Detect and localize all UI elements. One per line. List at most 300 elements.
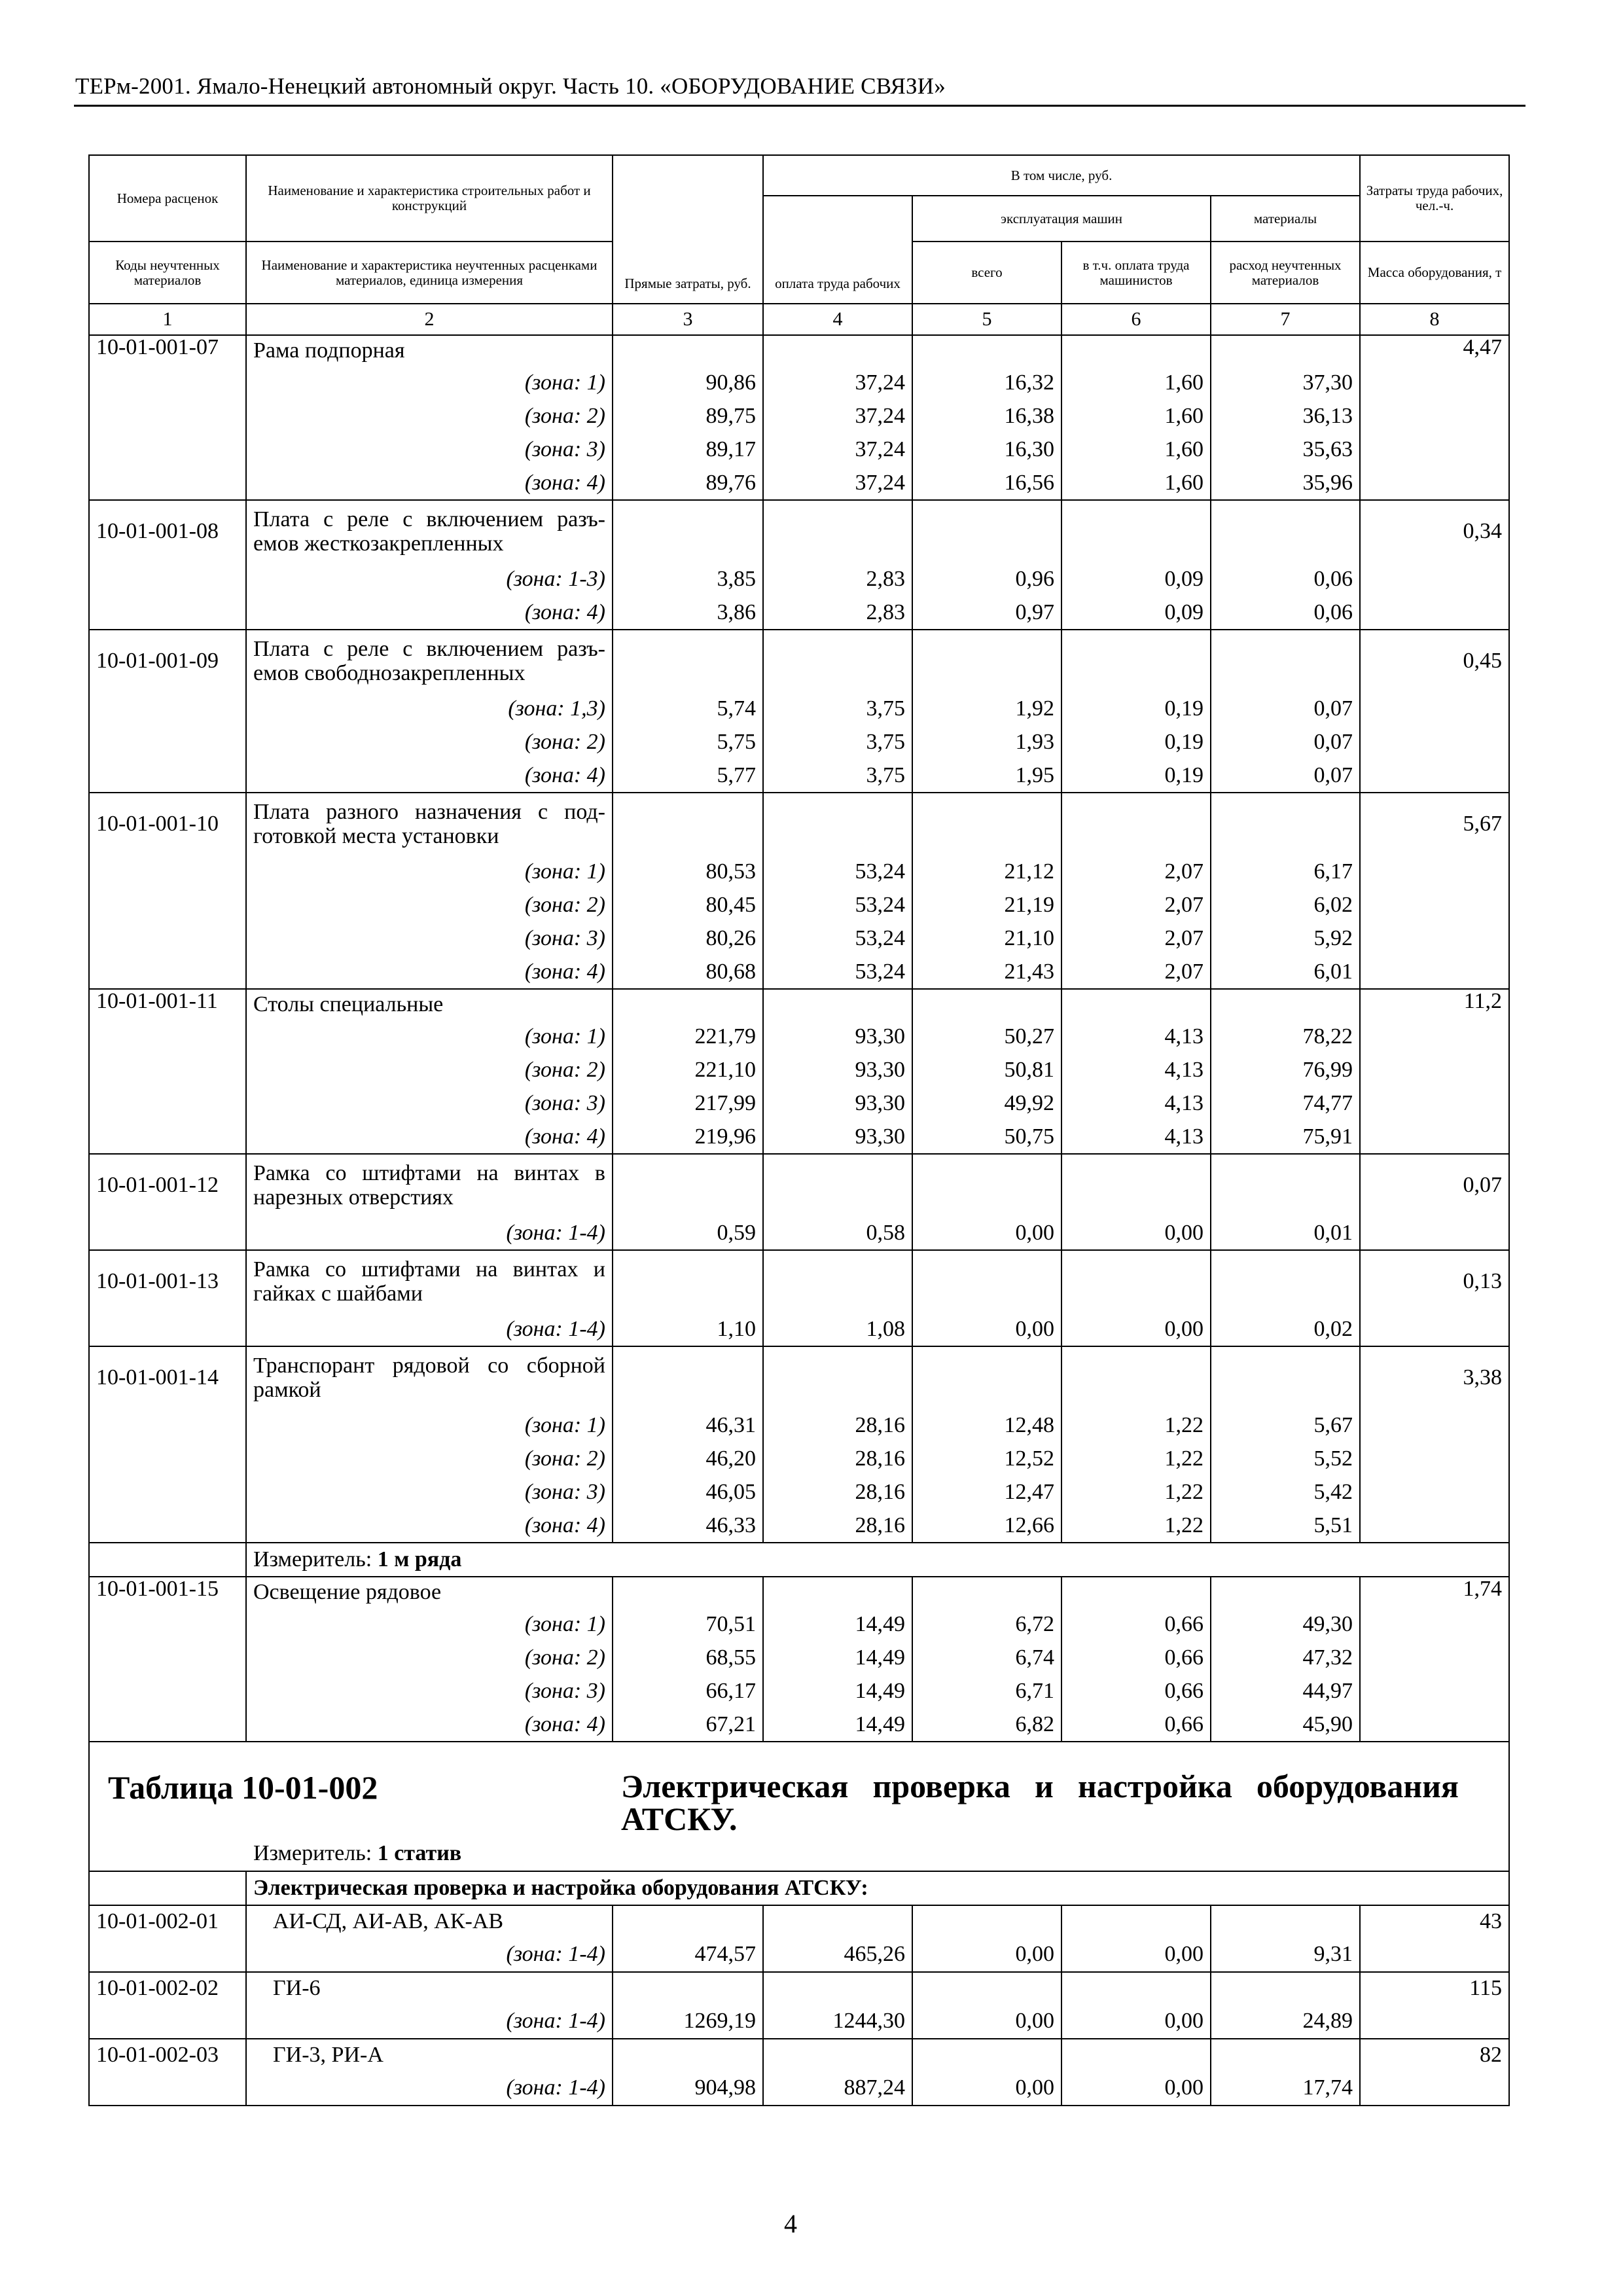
item-name: Плата разного назначения с под-готовкой места установки — [246, 793, 613, 855]
labor-pay: 53,24 — [763, 855, 912, 889]
empty-cell — [1360, 367, 1509, 400]
machinist-pay: 0,66 — [1061, 1608, 1211, 1641]
zone-label: (зона: 4) — [246, 759, 613, 793]
empty-cell — [1360, 2072, 1509, 2106]
empty-cell — [1360, 1409, 1509, 1443]
machinist-pay: 0,66 — [1061, 1641, 1211, 1675]
item-name: Рамка со штифтами на винтах и гайках с шайбами — [246, 1250, 613, 1313]
item-title-row — [89, 1972, 1509, 2005]
empty-cell — [1360, 596, 1509, 630]
zone-label: (зона: 3) — [246, 1087, 613, 1121]
col-number: 3 — [613, 304, 763, 335]
labor-costs: 0,45 — [1360, 630, 1509, 692]
empty-cell — [1211, 2039, 1360, 2072]
zone-row — [89, 1409, 1509, 1443]
empty-cell — [1061, 1346, 1211, 1409]
zone-label: (зона: 1-4) — [246, 1938, 613, 1972]
empty-cell — [89, 467, 246, 500]
rate-code: 10-01-001-11 — [89, 989, 246, 1020]
zone-row — [89, 1608, 1509, 1641]
zone-row — [89, 956, 1509, 989]
table-number: Таблица 10-01-002 — [108, 1769, 378, 1806]
empty-cell — [1211, 1577, 1360, 1608]
labor-costs: 0,07 — [1360, 1154, 1509, 1217]
labor-pay: 465,26 — [763, 1938, 912, 1972]
materials-cost: 6,01 — [1211, 956, 1360, 989]
table-title: Электрическая проверка и настройка оборудования АТСКУ. — [621, 1768, 1459, 1837]
empty-cell — [1061, 500, 1211, 563]
empty-cell — [613, 2039, 763, 2072]
empty-cell — [1360, 1020, 1509, 1054]
direct-costs: 1269,19 — [613, 2005, 763, 2039]
machinist-pay: 1,22 — [1061, 1509, 1211, 1543]
empty-cell — [763, 1905, 912, 1938]
empty-cell — [1211, 1905, 1360, 1938]
empty-cell — [89, 692, 246, 726]
empty-cell — [1061, 1972, 1211, 2005]
zone-label: (зона: 1) — [246, 1409, 613, 1443]
meter-value: 1 м ряда — [377, 1547, 462, 1571]
empty-cell — [1360, 1087, 1509, 1121]
zone-row — [89, 1509, 1509, 1543]
rate-code: 10-01-001-10 — [89, 793, 246, 855]
empty-cell — [89, 1543, 246, 1577]
labor-costs: 43 — [1360, 1905, 1509, 1938]
direct-costs: 5,77 — [613, 759, 763, 793]
zone-label: (зона: 1,3) — [246, 692, 613, 726]
col-header-name-work: Наименование и характеристика строительных работ и конструкций — [246, 155, 613, 242]
direct-costs: 5,75 — [613, 726, 763, 759]
labor-pay: 887,24 — [763, 2072, 912, 2106]
labor-pay: 14,49 — [763, 1641, 912, 1675]
item-name: Рама подпорная — [246, 335, 613, 367]
machine-total: 21,43 — [912, 956, 1061, 989]
col-header-machine-operation: эксплуатация машин — [912, 196, 1211, 242]
labor-costs: 82 — [1360, 2039, 1509, 2072]
empty-cell — [912, 1577, 1061, 1608]
zone-row — [89, 2072, 1509, 2106]
zone-row — [89, 759, 1509, 793]
empty-cell — [1061, 2039, 1211, 2072]
header-rule — [74, 105, 1525, 107]
zone-label: (зона: 4) — [246, 467, 613, 500]
materials-cost: 5,92 — [1211, 922, 1360, 956]
machinist-pay: 0,19 — [1061, 692, 1211, 726]
empty-cell — [763, 1577, 912, 1608]
empty-cell — [1211, 1972, 1360, 2005]
rates-table — [88, 154, 1510, 2106]
empty-cell — [89, 1020, 246, 1054]
empty-cell — [912, 1346, 1061, 1409]
empty-cell — [613, 1972, 763, 2005]
empty-cell — [912, 335, 1061, 367]
machinist-pay: 4,13 — [1061, 1020, 1211, 1054]
zone-label: (зона: 2) — [246, 1054, 613, 1087]
machinist-pay: 0,66 — [1061, 1708, 1211, 1742]
labor-costs: 5,67 — [1360, 793, 1509, 855]
col-header-name-materials: Наименование и характеристика неучтенных расценками материалов, единица измерения — [246, 242, 613, 304]
machine-total: 0,00 — [912, 1217, 1061, 1250]
machine-total: 16,30 — [912, 433, 1061, 467]
machinist-pay: 2,07 — [1061, 922, 1211, 956]
table-title-row — [89, 1742, 1509, 1871]
item-name: Транспорант рядовой со сборной рамкой — [246, 1346, 613, 1409]
materials-cost: 5,67 — [1211, 1409, 1360, 1443]
direct-costs: 3,86 — [613, 596, 763, 630]
labor-costs: 1,74 — [1360, 1577, 1509, 1608]
direct-costs: 90,86 — [613, 367, 763, 400]
empty-cell — [1360, 1938, 1509, 1972]
empty-cell — [763, 2039, 912, 2072]
empty-cell — [1360, 1054, 1509, 1087]
empty-cell — [1360, 2005, 1509, 2039]
empty-cell — [1360, 1443, 1509, 1476]
rate-code: 10-01-001-08 — [89, 500, 246, 563]
machinist-pay: 4,13 — [1061, 1087, 1211, 1121]
direct-costs: 89,76 — [613, 467, 763, 500]
col-number: 2 — [246, 304, 613, 335]
empty-cell — [89, 726, 246, 759]
materials-cost: 78,22 — [1211, 1020, 1360, 1054]
labor-pay: 2,83 — [763, 596, 912, 630]
zone-row — [89, 1938, 1509, 1972]
zone-label: (зона: 3) — [246, 922, 613, 956]
direct-costs: 221,10 — [613, 1054, 763, 1087]
item-name: Плата с реле с включением разъ-емов жесткозакрепленных — [246, 500, 613, 563]
materials-cost: 75,91 — [1211, 1121, 1360, 1154]
empty-cell — [613, 1250, 763, 1313]
zone-label: (зона: 4) — [246, 1121, 613, 1154]
empty-cell — [763, 500, 912, 563]
empty-cell — [613, 793, 763, 855]
item-title-row — [89, 1250, 1509, 1313]
direct-costs: 89,75 — [613, 400, 763, 433]
materials-cost: 17,74 — [1211, 2072, 1360, 2106]
direct-costs: 80,26 — [613, 922, 763, 956]
empty-cell — [1360, 692, 1509, 726]
direct-costs: 46,33 — [613, 1509, 763, 1543]
empty-cell — [1211, 989, 1360, 1020]
machine-total: 0,96 — [912, 563, 1061, 596]
empty-cell — [1211, 500, 1360, 563]
empty-cell — [1360, 889, 1509, 922]
empty-cell — [912, 630, 1061, 692]
materials-cost: 47,32 — [1211, 1641, 1360, 1675]
labor-pay: 37,24 — [763, 400, 912, 433]
empty-cell — [1061, 1577, 1211, 1608]
page-number: 4 — [784, 2209, 797, 2238]
labor-pay: 3,75 — [763, 726, 912, 759]
machinist-pay: 1,22 — [1061, 1443, 1211, 1476]
labor-pay: 37,24 — [763, 433, 912, 467]
col-number: 8 — [1360, 304, 1509, 335]
machinist-pay: 4,13 — [1061, 1121, 1211, 1154]
direct-costs: 474,57 — [613, 1938, 763, 1972]
zone-row — [89, 400, 1509, 433]
zone-row — [89, 922, 1509, 956]
materials-cost: 0,06 — [1211, 596, 1360, 630]
labor-pay: 53,24 — [763, 956, 912, 989]
machine-total: 0,00 — [912, 2072, 1061, 2106]
empty-cell — [89, 1121, 246, 1154]
zone-label: (зона: 1) — [246, 855, 613, 889]
item-title-row — [89, 1346, 1509, 1409]
col-number: 1 — [89, 304, 246, 335]
machinist-pay: 4,13 — [1061, 1054, 1211, 1087]
empty-cell — [89, 2072, 246, 2106]
empty-cell — [763, 793, 912, 855]
zone-row — [89, 596, 1509, 630]
zone-label: (зона: 2) — [246, 1641, 613, 1675]
machine-total: 50,27 — [912, 1020, 1061, 1054]
machine-total: 1,93 — [912, 726, 1061, 759]
empty-cell — [912, 2039, 1061, 2072]
labor-pay: 28,16 — [763, 1476, 912, 1509]
empty-cell — [912, 1972, 1061, 2005]
empty-cell — [89, 1708, 246, 1742]
empty-cell — [89, 367, 246, 400]
empty-cell — [1360, 1608, 1509, 1641]
item-name: Освещение рядовое — [246, 1577, 613, 1608]
col-header-labor-costs: Затраты труда рабочих, чел.-ч. — [1360, 155, 1509, 242]
rate-code: 10-01-001-15 — [89, 1577, 246, 1608]
labor-pay: 1,08 — [763, 1313, 912, 1346]
zone-label: (зона: 1-4) — [246, 2005, 613, 2039]
item-title-row — [89, 989, 1509, 1020]
col-number: 5 — [912, 304, 1061, 335]
machinist-pay: 1,22 — [1061, 1409, 1211, 1443]
col-header-codes: Коды неучтенных материалов — [89, 242, 246, 304]
machine-total: 6,82 — [912, 1708, 1061, 1742]
zone-row — [89, 467, 1509, 500]
zone-row — [89, 1020, 1509, 1054]
empty-cell — [1360, 855, 1509, 889]
empty-cell — [1211, 1154, 1360, 1217]
col-header-including: В том числе, руб. — [763, 155, 1360, 196]
machinist-pay: 0,00 — [1061, 1217, 1211, 1250]
materials-cost: 76,99 — [1211, 1054, 1360, 1087]
zone-row — [89, 1121, 1509, 1154]
materials-cost: 35,96 — [1211, 467, 1360, 500]
machinist-pay: 1,60 — [1061, 400, 1211, 433]
materials-cost: 0,07 — [1211, 726, 1360, 759]
labor-pay: 53,24 — [763, 922, 912, 956]
zone-label: (зона: 1) — [246, 367, 613, 400]
machine-total: 0,00 — [912, 2005, 1061, 2039]
labor-pay: 14,49 — [763, 1708, 912, 1742]
direct-costs: 46,20 — [613, 1443, 763, 1476]
col-header-rate-numbers: Номера расценок — [89, 155, 246, 242]
machine-total: 12,48 — [912, 1409, 1061, 1443]
col-header-total: всего — [912, 242, 1061, 304]
empty-cell — [89, 2005, 246, 2039]
empty-cell — [1211, 1250, 1360, 1313]
empty-cell — [912, 1250, 1061, 1313]
empty-cell — [1211, 793, 1360, 855]
empty-cell — [613, 1154, 763, 1217]
zone-row — [89, 1476, 1509, 1509]
zone-row — [89, 1641, 1509, 1675]
labor-pay: 14,49 — [763, 1608, 912, 1641]
empty-cell — [89, 1476, 246, 1509]
empty-cell — [89, 400, 246, 433]
zone-row — [89, 726, 1509, 759]
empty-cell — [1061, 1250, 1211, 1313]
machinist-pay: 1,60 — [1061, 367, 1211, 400]
empty-cell — [89, 1871, 246, 1905]
item-name: Столы специальные — [246, 989, 613, 1020]
machinist-pay: 0,66 — [1061, 1675, 1211, 1708]
col-number: 4 — [763, 304, 912, 335]
zone-row — [89, 367, 1509, 400]
empty-cell — [89, 1313, 246, 1346]
labor-costs: 4,47 — [1360, 335, 1509, 367]
empty-cell — [1360, 400, 1509, 433]
labor-pay: 37,24 — [763, 467, 912, 500]
empty-cell — [89, 563, 246, 596]
labor-pay: 28,16 — [763, 1509, 912, 1543]
direct-costs: 67,21 — [613, 1708, 763, 1742]
empty-cell — [763, 335, 912, 367]
labor-pay: 1244,30 — [763, 2005, 912, 2039]
labor-pay: 37,24 — [763, 367, 912, 400]
zone-row — [89, 1443, 1509, 1476]
rate-code: 10-01-002-02 — [89, 1972, 246, 2005]
empty-cell — [89, 1409, 246, 1443]
zone-row — [89, 1087, 1509, 1121]
materials-cost: 0,01 — [1211, 1217, 1360, 1250]
machinist-pay: 2,07 — [1061, 855, 1211, 889]
zone-label: (зона: 1-4) — [246, 1313, 613, 1346]
empty-cell — [1061, 335, 1211, 367]
labor-costs: 11,2 — [1360, 989, 1509, 1020]
empty-cell — [89, 922, 246, 956]
zone-row — [89, 1217, 1509, 1250]
empty-cell — [613, 989, 763, 1020]
empty-cell — [912, 1154, 1061, 1217]
col-header-direct-costs: Прямые затраты, руб. — [613, 155, 763, 304]
machinist-pay: 0,00 — [1061, 1313, 1211, 1346]
machine-total: 1,92 — [912, 692, 1061, 726]
empty-cell — [912, 1905, 1061, 1938]
empty-cell — [763, 630, 912, 692]
item-name: АИ-СД, АИ-АВ, АК-АВ — [246, 1905, 613, 1938]
empty-cell — [1360, 1675, 1509, 1708]
materials-cost: 5,42 — [1211, 1476, 1360, 1509]
zone-label: (зона: 2) — [246, 400, 613, 433]
col-header-consumption: расход неучтенных материалов — [1211, 242, 1360, 304]
rate-code: 10-01-001-13 — [89, 1250, 246, 1313]
empty-cell — [89, 1608, 246, 1641]
machinist-pay: 2,07 — [1061, 956, 1211, 989]
labor-pay: 93,30 — [763, 1054, 912, 1087]
machine-total: 49,92 — [912, 1087, 1061, 1121]
machine-total: 6,72 — [912, 1608, 1061, 1641]
empty-cell — [89, 759, 246, 793]
zone-label: (зона: 2) — [246, 1443, 613, 1476]
materials-cost: 5,51 — [1211, 1509, 1360, 1543]
machine-total: 6,74 — [912, 1641, 1061, 1675]
zone-label: (зона: 3) — [246, 433, 613, 467]
machine-total: 1,95 — [912, 759, 1061, 793]
col-header-incl-machinist: в т.ч. оплата труда машинистов — [1061, 242, 1211, 304]
empty-cell — [1360, 1217, 1509, 1250]
direct-costs: 3,85 — [613, 563, 763, 596]
direct-costs: 70,51 — [613, 1608, 763, 1641]
item-name: ГИ-6 — [246, 1972, 613, 2005]
direct-costs: 217,99 — [613, 1087, 763, 1121]
rate-code: 10-01-001-14 — [89, 1346, 246, 1409]
labor-pay: 93,30 — [763, 1121, 912, 1154]
zone-label: (зона: 2) — [246, 726, 613, 759]
machine-total: 6,71 — [912, 1675, 1061, 1708]
machinist-pay: 0,00 — [1061, 1938, 1211, 1972]
empty-cell — [89, 1675, 246, 1708]
machinist-pay: 0,09 — [1061, 563, 1211, 596]
zone-label: (зона: 1) — [246, 1020, 613, 1054]
empty-cell — [912, 500, 1061, 563]
col-header-materials: материалы — [1211, 196, 1360, 242]
labor-costs: 115 — [1360, 1972, 1509, 2005]
empty-cell — [613, 1577, 763, 1608]
empty-cell — [89, 1217, 246, 1250]
empty-cell — [613, 1346, 763, 1409]
item-name: Рамка со штифтами на винтах в нарезных отверстиях — [246, 1154, 613, 1217]
machinist-pay: 0,19 — [1061, 759, 1211, 793]
machinist-pay: 0,19 — [1061, 726, 1211, 759]
empty-cell — [1360, 1509, 1509, 1543]
item-title-row — [89, 2039, 1509, 2072]
machinist-pay: 0,00 — [1061, 2072, 1211, 2106]
machinist-pay: 1,60 — [1061, 433, 1211, 467]
machine-total: 16,56 — [912, 467, 1061, 500]
empty-cell — [613, 1905, 763, 1938]
item-name: ГИ-3, РИ-А — [246, 2039, 613, 2072]
labor-pay: 0,58 — [763, 1217, 912, 1250]
empty-cell — [1360, 563, 1509, 596]
machinist-pay: 2,07 — [1061, 889, 1211, 922]
empty-cell — [763, 1250, 912, 1313]
empty-cell — [1211, 1346, 1360, 1409]
machine-total: 0,97 — [912, 596, 1061, 630]
empty-cell — [1061, 630, 1211, 692]
zone-label: (зона: 4) — [246, 596, 613, 630]
empty-cell — [1360, 726, 1509, 759]
zone-label: (зона: 1-3) — [246, 563, 613, 596]
labor-costs: 0,13 — [1360, 1250, 1509, 1313]
section-title: Электрическая проверка и настройка оборудования АТСКУ: — [246, 1871, 1509, 1905]
empty-cell — [763, 1346, 912, 1409]
machinist-pay: 0,00 — [1061, 2005, 1211, 2039]
item-title-row — [89, 500, 1509, 563]
empty-cell — [1211, 335, 1360, 367]
empty-cell — [1360, 956, 1509, 989]
empty-cell — [613, 335, 763, 367]
meter-row — [89, 1543, 1509, 1577]
zone-row — [89, 1054, 1509, 1087]
empty-cell — [912, 989, 1061, 1020]
labor-pay: 3,75 — [763, 759, 912, 793]
direct-costs: 46,05 — [613, 1476, 763, 1509]
meter-value: 1 статив — [377, 1841, 462, 1865]
materials-cost: 0,02 — [1211, 1313, 1360, 1346]
direct-costs: 80,45 — [613, 889, 763, 922]
empty-cell — [1360, 433, 1509, 467]
empty-cell — [763, 1154, 912, 1217]
table-title-block — [89, 1742, 1509, 1871]
labor-costs: 3,38 — [1360, 1346, 1509, 1409]
zone-label: (зона: 1-4) — [246, 1217, 613, 1250]
